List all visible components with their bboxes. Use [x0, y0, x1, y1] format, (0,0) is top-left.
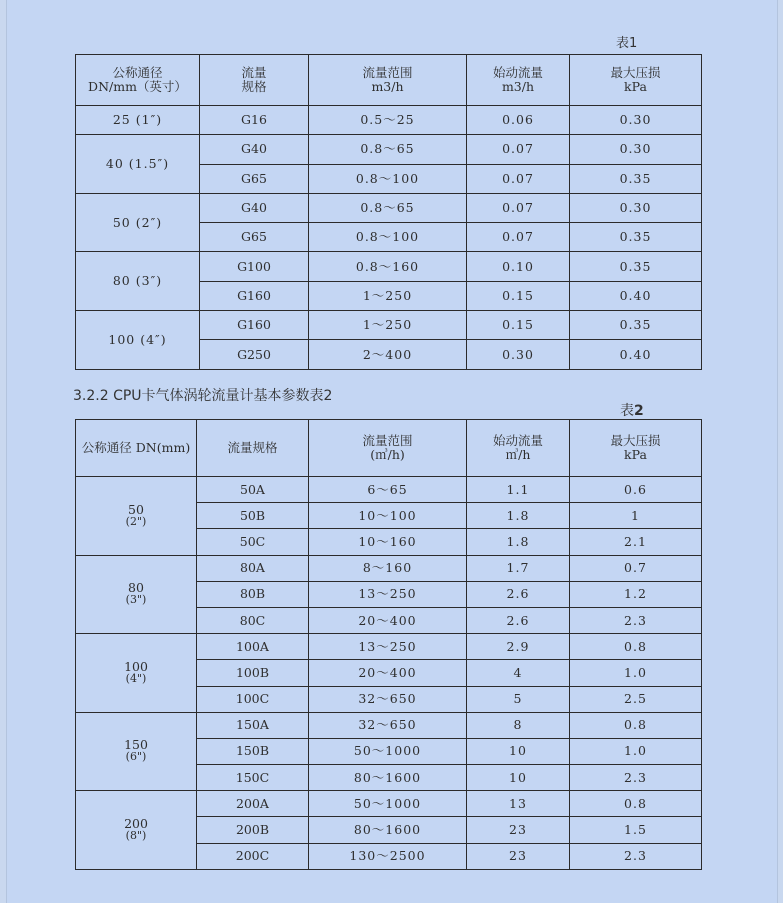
start-flow-cell: 1.8 [467, 529, 570, 555]
pressure-loss-cell: 0.8 [570, 712, 702, 738]
range-cell: 20～400 [309, 660, 467, 686]
table1-header-range: 流量范围 m3/h [309, 55, 467, 106]
pressure-loss-cell: 0.30 [570, 193, 702, 222]
section-heading: 3.2.2 CPU卡气体涡轮流量计基本参数表2 [73, 388, 333, 404]
dn-cell: 40 (1.5″) [76, 135, 200, 194]
table-row [76, 555, 702, 581]
dn-cell: 50 (2") [76, 477, 197, 556]
table1-header-row [76, 55, 702, 106]
range-cell: 80～1600 [309, 765, 467, 791]
dn-cell: 100 (4″) [76, 311, 200, 370]
table2-header-dn: 公称通径 DN(mm) [76, 420, 197, 477]
table1-body [76, 106, 702, 370]
table-row [76, 712, 702, 738]
pressure-loss-cell: 0.8 [570, 634, 702, 660]
spec-cell: 150B [197, 738, 309, 764]
spec-cell: 50B [197, 503, 309, 529]
range-cell: 32～650 [309, 686, 467, 712]
spec-cell: 100A [197, 634, 309, 660]
table-row [76, 252, 702, 281]
range-cell: 1～250 [309, 311, 467, 340]
dn-cell: 200 (8") [76, 791, 197, 870]
spec-cell: 200B [197, 817, 309, 843]
spec-cell: 80A [197, 555, 309, 581]
spec-cell: G40 [200, 193, 309, 222]
start-flow-cell: 2.6 [467, 581, 570, 607]
table2-caption: 表2 [620, 403, 644, 419]
pressure-loss-cell: 0.30 [570, 135, 702, 164]
spec-cell: 150A [197, 712, 309, 738]
table2-body [76, 477, 702, 870]
pressure-loss-cell: 2.5 [570, 686, 702, 712]
start-flow-cell: 1.1 [467, 477, 570, 503]
pressure-loss-cell: 1.5 [570, 817, 702, 843]
start-flow-cell: 4 [467, 660, 570, 686]
range-cell: 50～1000 [309, 738, 467, 764]
range-cell: 130～2500 [309, 843, 467, 869]
pressure-loss-cell: 0.8 [570, 791, 702, 817]
range-cell: 13～250 [309, 581, 467, 607]
pressure-loss-cell: 1.0 [570, 738, 702, 764]
start-flow-cell: 0.07 [467, 135, 570, 164]
spec-cell: 100C [197, 686, 309, 712]
spec-cell: G100 [200, 252, 309, 281]
spec-cell: G250 [200, 340, 309, 369]
spec-cell: G40 [200, 135, 309, 164]
range-cell: 2～400 [309, 340, 467, 369]
start-flow-cell: 0.15 [467, 311, 570, 340]
table1-header-start-flow: 始动流量 m3/h [467, 55, 570, 106]
table2-header-range: 流量范围 (㎥/h) [309, 420, 467, 477]
table-row [76, 791, 702, 817]
table1-header-pressure-loss: 最大压损 kPa [570, 55, 702, 106]
pressure-loss-cell: 2.3 [570, 607, 702, 633]
start-flow-cell: 0.30 [467, 340, 570, 369]
pressure-loss-cell: 0.35 [570, 311, 702, 340]
start-flow-cell: 2.6 [467, 607, 570, 633]
start-flow-cell: 8 [467, 712, 570, 738]
dn-cell: 25 (1″) [76, 106, 200, 135]
start-flow-cell: 2.9 [467, 634, 570, 660]
spec-cell: 150C [197, 765, 309, 791]
table-row [76, 477, 702, 503]
range-cell: 0.8～100 [309, 223, 467, 252]
pressure-loss-cell: 0.35 [570, 252, 702, 281]
dn-cell: 150 (6") [76, 712, 197, 791]
pressure-loss-cell: 2.1 [570, 529, 702, 555]
table2-header-pressure-loss: 最大压损 kPa [570, 420, 702, 477]
pressure-loss-cell: 0.6 [570, 477, 702, 503]
spec-cell: G65 [200, 164, 309, 193]
pressure-loss-cell: 2.3 [570, 765, 702, 791]
pressure-loss-cell: 1 [570, 503, 702, 529]
table2-header-row [76, 420, 702, 477]
pressure-loss-cell: 0.40 [570, 281, 702, 310]
start-flow-cell: 1.7 [467, 555, 570, 581]
table1-header-spec: 流量 规格 [200, 55, 309, 106]
start-flow-cell: 23 [467, 843, 570, 869]
start-flow-cell: 1.8 [467, 503, 570, 529]
spec-cell: 50C [197, 529, 309, 555]
spec-cell: 50A [197, 477, 309, 503]
start-flow-cell: 10 [467, 765, 570, 791]
spec-cell: G160 [200, 281, 309, 310]
dn-cell: 100 (4") [76, 634, 197, 713]
pressure-loss-cell: 1.0 [570, 660, 702, 686]
table2-header-start-flow: 始动流量 ㎥/h [467, 420, 570, 477]
range-cell: 10～160 [309, 529, 467, 555]
spec-cell: G65 [200, 223, 309, 252]
dn-cell: 50 (2″) [76, 193, 200, 252]
range-cell: 0.8～100 [309, 164, 467, 193]
range-cell: 0.8～65 [309, 135, 467, 164]
table1-header-dn: 公称通径 DN/mm（英寸） [76, 55, 200, 106]
start-flow-cell: 0.06 [467, 106, 570, 135]
table2-header-spec: 流量规格 [197, 420, 309, 477]
table-row [76, 634, 702, 660]
spec-cell: G160 [200, 311, 309, 340]
start-flow-cell: 13 [467, 791, 570, 817]
dn-cell: 80 (3") [76, 555, 197, 634]
spec-cell: 80C [197, 607, 309, 633]
range-cell: 0.8～160 [309, 252, 467, 281]
range-cell: 50～1000 [309, 791, 467, 817]
table2 [75, 419, 702, 870]
dn-cell: 80 (3″) [76, 252, 200, 311]
table-row [76, 106, 702, 135]
pressure-loss-cell: 1.2 [570, 581, 702, 607]
range-cell: 6～65 [309, 477, 467, 503]
range-cell: 0.5～25 [309, 106, 467, 135]
range-cell: 80～1600 [309, 817, 467, 843]
range-cell: 13～250 [309, 634, 467, 660]
start-flow-cell: 5 [467, 686, 570, 712]
range-cell: 1～250 [309, 281, 467, 310]
pressure-loss-cell: 0.7 [570, 555, 702, 581]
spec-cell: 100B [197, 660, 309, 686]
start-flow-cell: 0.15 [467, 281, 570, 310]
pressure-loss-cell: 0.35 [570, 223, 702, 252]
spec-cell: 200A [197, 791, 309, 817]
table-row [76, 135, 702, 164]
range-cell: 20～400 [309, 607, 467, 633]
pressure-loss-cell: 0.40 [570, 340, 702, 369]
range-cell: 10～100 [309, 503, 467, 529]
range-cell: 8～160 [309, 555, 467, 581]
start-flow-cell: 10 [467, 738, 570, 764]
start-flow-cell: 23 [467, 817, 570, 843]
start-flow-cell: 0.07 [467, 193, 570, 222]
pressure-loss-cell: 0.30 [570, 106, 702, 135]
range-cell: 0.8～65 [309, 193, 467, 222]
spec-cell: G16 [200, 106, 309, 135]
spec-cell: 200C [197, 843, 309, 869]
table1-caption: 表1 [616, 36, 638, 51]
pressure-loss-cell: 0.35 [570, 164, 702, 193]
start-flow-cell: 0.10 [467, 252, 570, 281]
start-flow-cell: 0.07 [467, 164, 570, 193]
table-row [76, 193, 702, 222]
start-flow-cell: 0.07 [467, 223, 570, 252]
pressure-loss-cell: 2.3 [570, 843, 702, 869]
table1 [75, 54, 702, 370]
range-cell: 32～650 [309, 712, 467, 738]
spec-cell: 80B [197, 581, 309, 607]
table-row [76, 311, 702, 340]
